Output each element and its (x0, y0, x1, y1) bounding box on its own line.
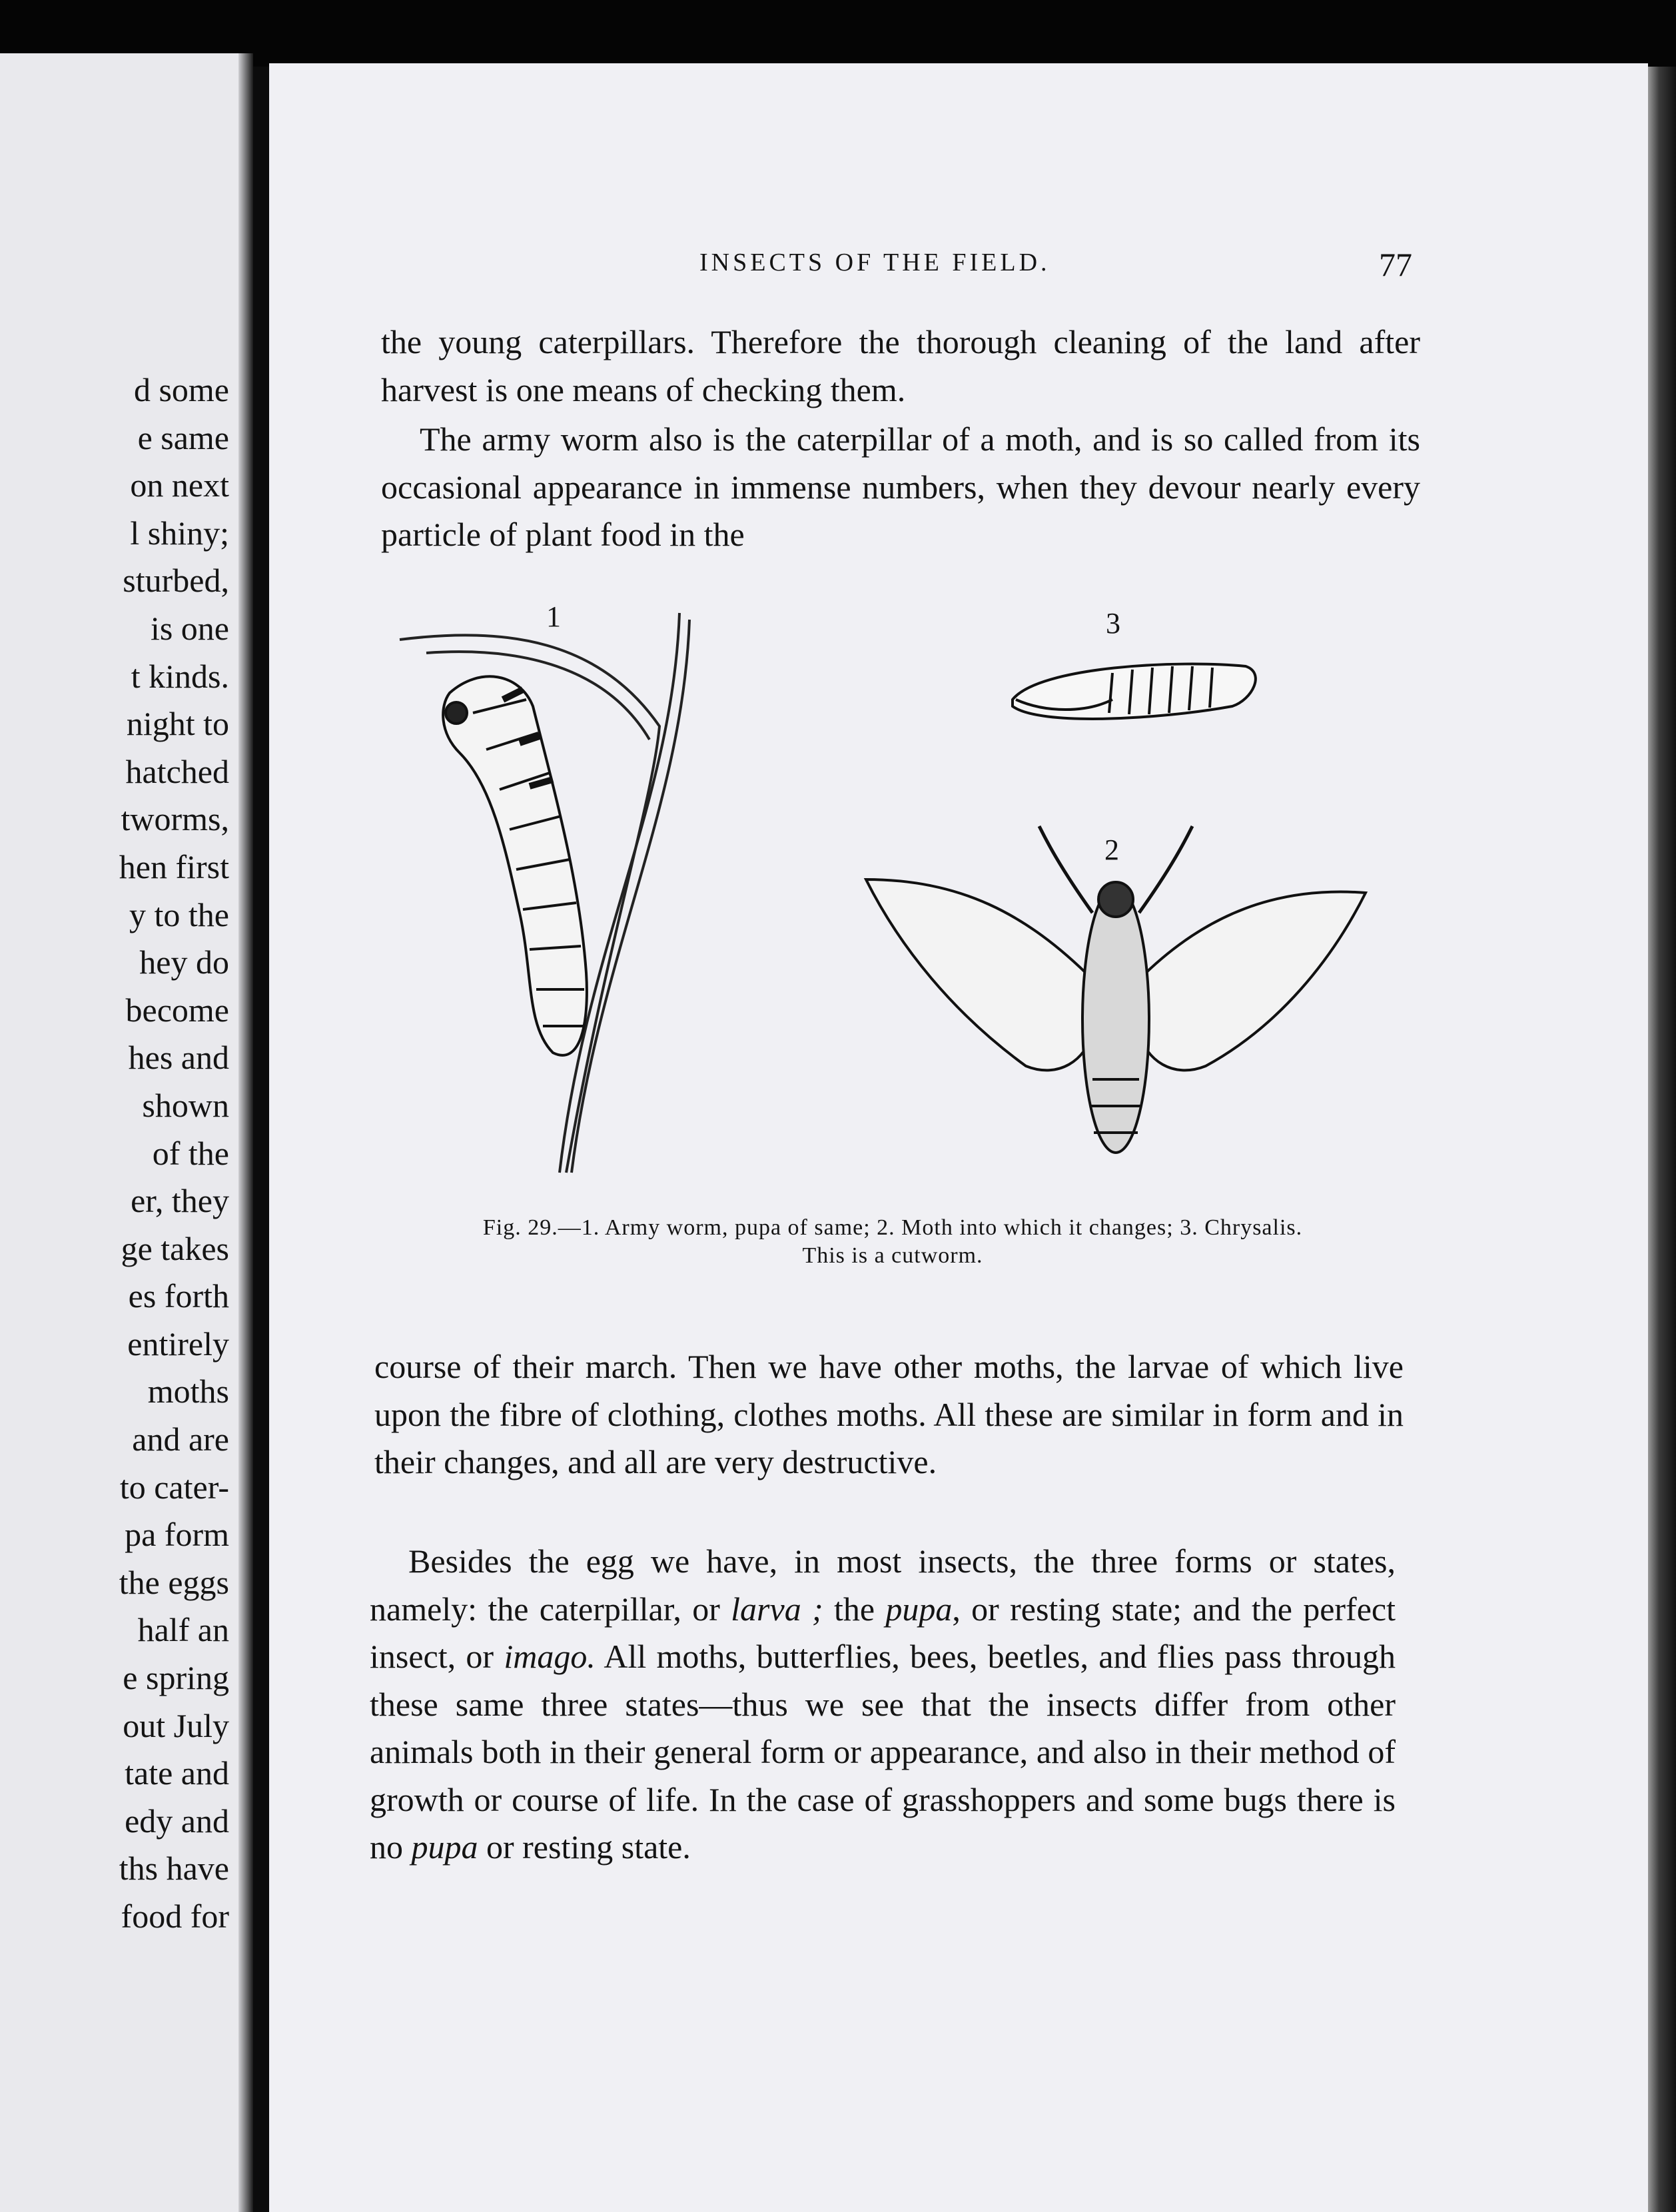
left-page-line: tworms, (121, 800, 229, 838)
caterpillar (443, 676, 587, 1055)
left-page-line: pa form (125, 1516, 229, 1554)
term-pupa-2: pupa (411, 1828, 478, 1866)
caption-line-2: This is a cutworm. (802, 1243, 983, 1268)
left-page-line: y to the (129, 895, 229, 933)
left-page-line: hes and (128, 1039, 229, 1077)
left-page-line: sturbed, (123, 562, 229, 600)
left-page-line: of the (152, 1134, 229, 1172)
figure-label-2: 2 (1104, 833, 1119, 866)
left-page-line: half an (137, 1611, 229, 1649)
left-page-line: d some (133, 371, 229, 408)
paragraph-3: course of their march. Then we have other moths, the larvae of which live upon the fibre of clothing, clothes moths. All these are similar in form and in their changes, and all are very destructive. (374, 1348, 1404, 1480)
left-page-line: t kinds. (131, 657, 229, 695)
left-page-line: out July (123, 1706, 229, 1744)
left-page-line: tate and (125, 1754, 229, 1792)
paragraph-1: the young caterpillars. Therefore the thorough cleaning of the land after harvest is one means of checking them. (381, 323, 1420, 408)
left-page-line: night to (126, 705, 229, 743)
paragraph-2: The army worm also is the caterpillar of a moth, and is so called from its occasional appearance in immense numbers, when they devour nearly every particle of plant food in the (381, 420, 1420, 553)
chrysalis (1013, 664, 1256, 719)
left-page-line: edy and (125, 1802, 229, 1840)
left-page-gutter (238, 53, 253, 2212)
left-page-line: ths have (119, 1850, 229, 1888)
left-page-line: entirely (127, 1325, 229, 1363)
figure-caption (373, 1214, 1412, 1270)
left-page-line: hen first (119, 847, 229, 885)
left-page-line: become (125, 991, 229, 1029)
left-page-line: es forth (128, 1277, 229, 1315)
left-page-line: to cater- (119, 1468, 229, 1506)
left-page-line: hatched (125, 752, 229, 790)
left-page-line: food for (121, 1898, 229, 1935)
paragraph-4: Besides the egg we have, in most insects, the three forms or states, namely: the caterpillar, or larva ; the pupa, or resting state; and the perfect insect, or imago. All moths, butterflies, bees, beetles, and flies pass through these same three states—thus we see that the insects differ from other animals both in their general form or appearance, and also in their method of growth or course of life. In the case of grasshoppers and some bugs there is no pupa or resting state. (370, 1542, 1396, 1866)
running-header: INSECTS OF THE FIELD. (699, 249, 1050, 276)
figure-label-3: 3 (1106, 607, 1120, 640)
left-page-text (0, 366, 229, 1941)
left-page-line: the eggs (119, 1563, 229, 1601)
right-page-edge (1648, 67, 1676, 2212)
term-imago: imago. (504, 1638, 596, 1675)
left-page-line: moths (147, 1373, 229, 1410)
left-page-line: is one (150, 609, 229, 647)
army-worm-illustration (386, 600, 1399, 1213)
term-larva: larva ; (731, 1590, 823, 1628)
term-pupa: pupa (885, 1590, 953, 1628)
left-page-line: and are (132, 1420, 229, 1458)
left-page-line: shown (142, 1086, 229, 1124)
page-number: 77 (1379, 246, 1412, 283)
left-page-line: ge takes (121, 1229, 229, 1267)
left-page-line: e spring (123, 1659, 229, 1697)
moth (866, 826, 1366, 1153)
figure-label-1: 1 (546, 600, 561, 633)
caption-line-1: Fig. 29.—1. Army worm, pupa of same; 2. Moth into which it changes; 3. Chrysalis. (482, 1215, 1303, 1240)
left-page (0, 53, 253, 2212)
left-page-line: er, they (131, 1182, 229, 1220)
left-page-line: hey do (139, 943, 229, 981)
left-page-line: on next (130, 466, 229, 504)
book-spine (253, 67, 269, 2212)
figure-29 (386, 600, 1399, 1213)
left-page-line: e same (137, 418, 229, 456)
left-page-line: l shiny; (130, 514, 229, 552)
